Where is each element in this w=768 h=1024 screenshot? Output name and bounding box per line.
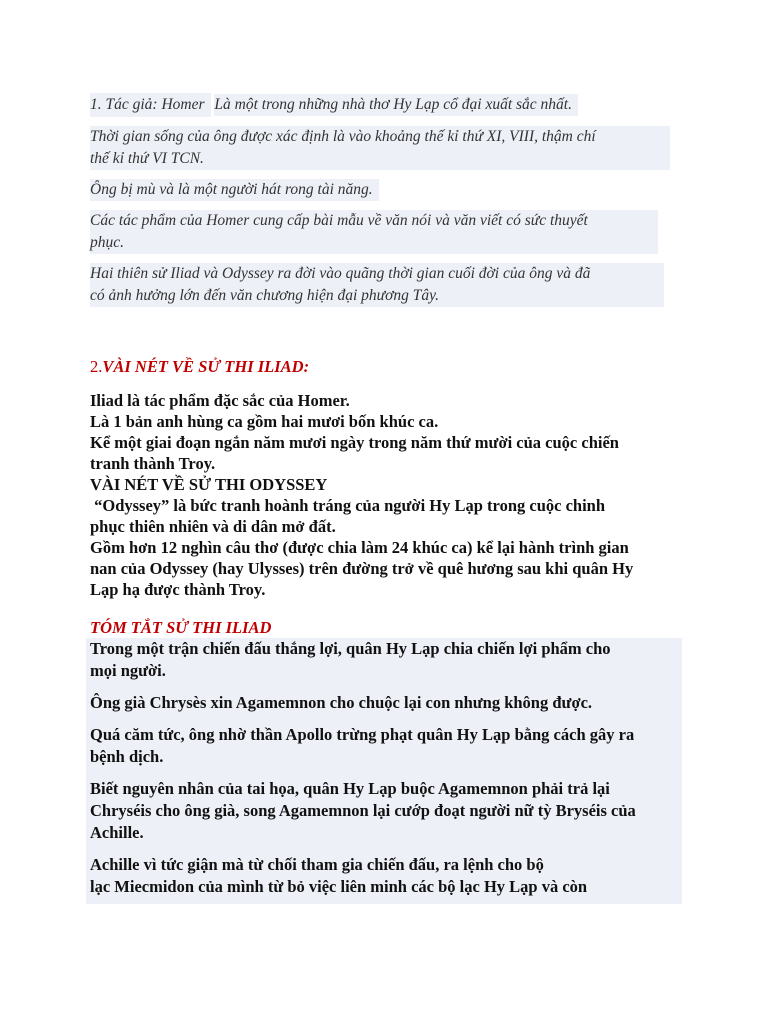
iliad-summary-heading: TÓM TẮT SỬ THI ILIAD (90, 618, 272, 637)
author-paragraph-5-line-2: có ảnh hưởng lớn đến văn chương hiện đại phương Tây. (90, 287, 440, 304)
overview-line-1: Iliad là tác phẩm đặc sắc của Homer. (90, 391, 350, 410)
overview-line-4: tranh thành Troy. (90, 454, 216, 473)
summary-paragraph-3-line-1: Quá căm tức, ông nhờ thần Apollo trừng phạt quân Hy Lạp bằng cách gây ra (90, 725, 635, 744)
author-paragraph-4-line-2: phục. (90, 234, 125, 251)
overview-line-7: phục thiên nhiên và di dân mở đất. (90, 517, 336, 536)
summary-paragraph-4-line-3: Achille. (90, 823, 144, 842)
author-paragraph-5-line-1: Hai thiên sử Iliad và Odyssey ra đời vào quãng thời gian cuối đời của ông và đã (90, 265, 591, 282)
overview-line-10: Lạp hạ được thành Troy. (90, 580, 266, 599)
author-paragraph-4-line-1: Các tác phẩm của Homer cung cấp bài mẫu về văn nói và văn viết có sức thuyết (90, 212, 588, 229)
heading-number: 2. (90, 357, 103, 376)
summary-paragraph-4-line-2: Chryséis cho ông già, song Agamemnon lại cướp đoạt người nữ tỳ Bryséis của (90, 801, 636, 820)
overview-line-8: Gồm hơn 12 nghìn câu thơ (được chia làm 24 khúc ca) kể lại hành trình gian (90, 538, 629, 557)
summary-paragraph-1-line-2: mọi người. (90, 661, 166, 680)
summary-paragraph-4-line-1: Biết nguyên nhân của tai họa, quân Hy Lạp buộc Agamemnon phải trả lại (90, 779, 610, 798)
heading-text: VÀI NÉT VỀ SỬ THI ILIAD: (102, 357, 310, 376)
summary-paragraph-5-line-1: Achille vì tức giận mà từ chối tham gia chiến đấu, ra lệnh cho bộ (90, 855, 544, 874)
overview-line-6: “Odyssey” là bức tranh hoành tráng của người Hy Lạp trong cuộc chinh (90, 496, 606, 515)
iliad-overview-body (90, 390, 690, 600)
author-paragraph-3: Ông bị mù và là một người hát rong tài năng. (90, 181, 373, 198)
author-paragraph-2-line-1: Thời gian sống của ông được xác định là vào khoảng thế kỉ thứ XI, VIII, thậm chí (90, 128, 596, 145)
summary-paragraph-5-line-2: lạc Miecmidon của mình từ bỏ việc liên minh các bộ lạc Hy Lạp và còn (90, 877, 588, 896)
summary-paragraph-2: Ông già Chrysès xin Agamemnon cho chuộc lại con nhưng không được. (90, 693, 593, 712)
author-section (90, 93, 690, 307)
summary-paragraph-1-line-1: Trong một trận chiến đấu thắng lợi, quân Hy Lạp chia chiến lợi phẩm cho (90, 639, 611, 658)
overview-line-3: Kể một giai đoạn ngắn năm mươi ngày trong năm thứ mười của cuộc chiến (90, 433, 619, 452)
iliad-overview-heading (90, 357, 309, 377)
overview-line-9: nan của Odyssey (hay Ulysses) trên đường trở về quê hương sau khi quân Hy (90, 559, 634, 578)
iliad-summary-body (86, 638, 682, 904)
summary-paragraph-3-line-2: bệnh dịch. (90, 747, 164, 766)
overview-line-2: Là 1 bản anh hùng ca gồm hai mươi bốn khúc ca. (90, 412, 439, 431)
author-heading: 1. Tác giả: Homer (90, 96, 205, 113)
author-paragraph-2-line-2: thế kỉ thứ VI TCN. (90, 150, 204, 167)
odyssey-heading: VÀI NÉT VỀ SỬ THI ODYSSEY (90, 475, 328, 494)
author-paragraph-1: Là một trong những nhà thơ Hy Lạp cổ đại xuất sắc nhất. (214, 96, 572, 113)
